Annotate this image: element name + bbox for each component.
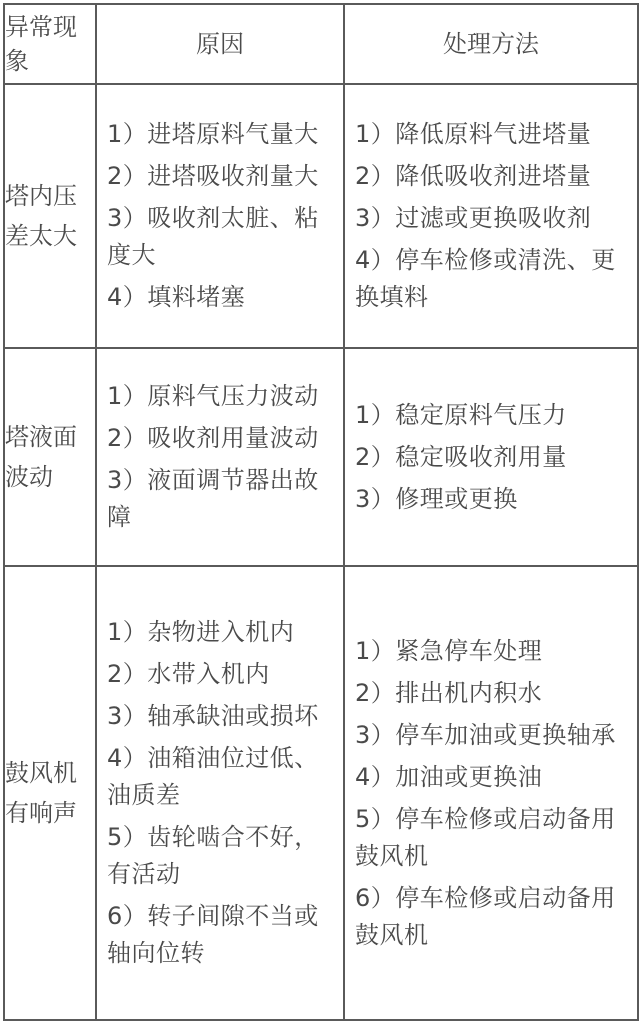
cause-item: 4）填料堵塞 [107,283,246,311]
cause-item: 1）杂物进入机内 [107,618,295,646]
cause-item: 1）原料气压力波动 [107,382,319,410]
header-phenomenon: 异常现象 [4,4,96,84]
method-item: 5）停车检修或启动备用鼓风机 [355,804,616,870]
cause-list [97,614,343,972]
method-list [345,116,637,316]
header-row [4,4,638,84]
method-item: 2）稳定吸收剂用量 [355,442,567,471]
method-list [345,397,637,518]
method-item: 2）排出机内积水 [355,678,543,707]
method-item: 1）紧急停车处理 [355,636,543,665]
method-item: 2）降低吸收剂进塔量 [355,162,592,190]
method-item: 3）过滤或更换吸收剂 [355,204,592,232]
cause-item: 5）齿轮啮合不好，有活动 [107,823,319,888]
cause-item: 3）液面调节器出故障 [107,466,319,531]
method-item: 4）加油或更换油 [355,762,543,791]
cause-item: 4）油箱油位过低、油质差 [107,744,319,809]
cause-item: 6）转子间隙不当或轴向位转 [107,902,319,967]
method-item: 4）停车检修或清洗、更换填料 [355,246,616,311]
cause-item: 3）吸收剂太脏、粘度大 [107,204,319,269]
phenomenon-cell: 塔液面波动 [4,348,96,566]
phenomenon-cell: 鼓风机有响声 [4,566,96,1020]
cause-item: 2）进塔吸收剂量大 [107,162,319,190]
header-method: 处理方法 [344,4,638,84]
table-row [4,566,638,1020]
method-list [345,633,637,954]
method-cell [344,566,638,1020]
cause-cell [96,566,344,1020]
cause-cell [96,348,344,566]
cause-item: 3）轴承缺油或损坏 [107,702,319,730]
cause-item: 2）水带入机内 [107,660,270,688]
cause-item: 2）吸收剂用量波动 [107,424,319,452]
cause-list [97,378,343,536]
method-item: 1）降低原料气进塔量 [355,120,592,148]
table-row [4,348,638,566]
method-cell [344,348,638,566]
method-item: 1）稳定原料气压力 [355,400,567,429]
cause-cell [96,84,344,348]
method-item: 3）停车加油或更换轴承 [355,720,616,749]
troubleshooting-table [3,3,639,1021]
method-cell [344,84,638,348]
method-item: 6）停车检修或启动备用鼓风机 [355,883,616,949]
header-cause: 原因 [96,4,344,84]
phenomenon-cell: 塔内压差太大 [4,84,96,348]
cause-list [97,116,343,316]
method-item: 3）修理或更换 [355,484,518,513]
table-row [4,84,638,348]
cause-item: 1）进塔原料气量大 [107,120,319,148]
